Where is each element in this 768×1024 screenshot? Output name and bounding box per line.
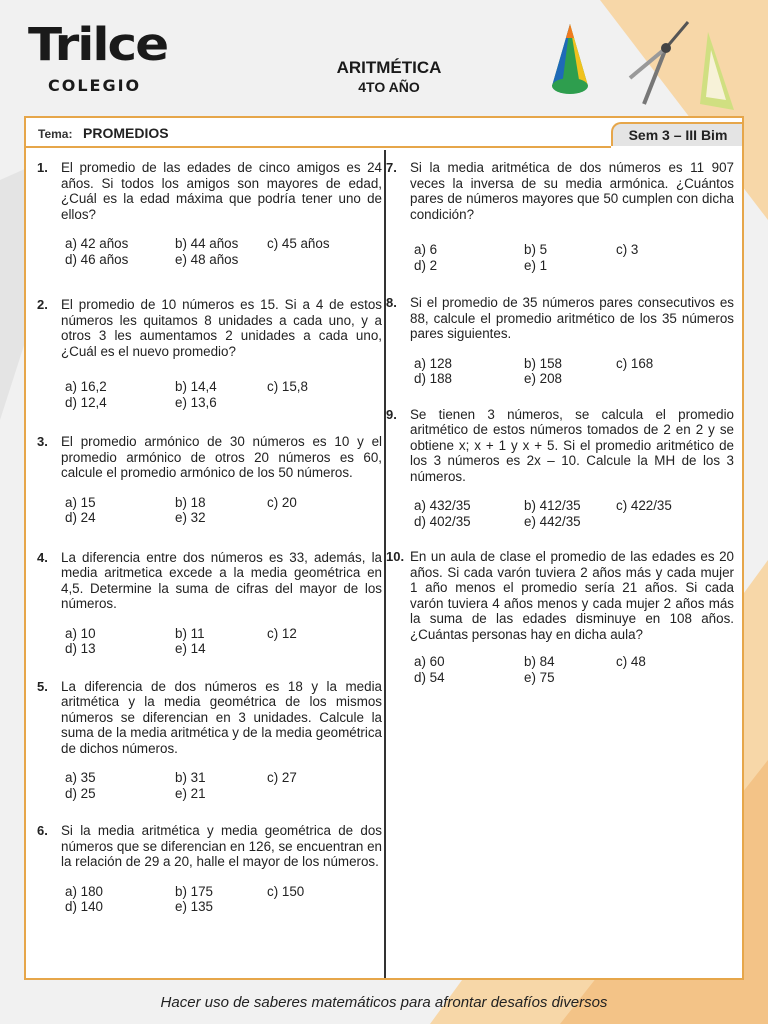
option-e: e) 14 [175, 641, 206, 656]
option-d: d) 54 [414, 669, 445, 685]
question-text: Se tienen 3 números, se calcula el promedio aritmético de estos números tomados de 2 en 2 y se obtiene x; x + 1 y x + 5. Si el promedio aritmético de los 3 números es 2x – 10. Calcule la MH de los 3 números. [410, 406, 734, 484]
option-b: b) 84 [524, 654, 555, 669]
question-text: Si la media aritmética y media geométrica de dos números que se diferencian en 126, se encuentran en la relación de 29 a 20, halle el mayor de los números. [61, 823, 382, 869]
option-d: d) 2 [414, 257, 438, 273]
option-a: a) 180 [65, 883, 103, 899]
answer-options [65, 884, 382, 915]
answer-options [65, 236, 382, 267]
option-d: d) 188 [414, 371, 452, 386]
question-1 [37, 160, 382, 267]
answer-options [65, 379, 382, 410]
option-a: a) 6 [414, 242, 438, 257]
question-5 [37, 679, 382, 802]
question-number: 4. [37, 549, 48, 565]
option-a: a) 15 [65, 494, 96, 510]
question-text: El promedio de las edades de cinco amigos es 24 años. Si todos los amigos son mayores de edad, ¿Cuál es la edad máxima que podría tener uno de ellos? [61, 160, 382, 222]
answer-options [414, 242, 734, 273]
option-c: c) 15,8 [267, 379, 308, 394]
option-e: e) 1 [524, 257, 548, 273]
option-b: b) 18 [175, 494, 206, 510]
topic-bar [26, 118, 742, 148]
option-a: a) 60 [414, 654, 445, 669]
left-column [37, 160, 382, 915]
option-e: e) 135 [175, 899, 213, 914]
logo-subtitle: COLEGIO [48, 76, 142, 95]
option-a: a) 35 [65, 770, 96, 785]
question-number: 7. [386, 160, 397, 175]
option-e: e) 21 [175, 785, 206, 801]
option-d: d) 140 [65, 899, 103, 914]
option-b: b) 14,4 [175, 379, 217, 394]
option-d: d) 12,4 [65, 394, 107, 410]
option-a: a) 10 [65, 625, 96, 641]
question-number: 10. [386, 549, 405, 564]
option-e: e) 208 [524, 371, 562, 386]
option-e: e) 13,6 [175, 394, 217, 410]
question-text: Si la media aritmética de dos números es 11 907 veces la inversa de su media armónica. ¿Cuántos pares de números mayores que 50 cumplen con dicha condición? [410, 160, 734, 222]
question-number: 1. [37, 160, 48, 175]
footer-motto: Hacer uso de saberes matemáticos para afrontar desafíos diversos [160, 994, 608, 1011]
question-8 [386, 295, 734, 387]
session-label: Sem 3 – III Bim [628, 127, 728, 143]
option-d: d) 13 [65, 641, 96, 656]
option-b: b) 158 [524, 355, 562, 371]
geometry-tools-illustration [548, 14, 758, 116]
option-e: e) 32 [175, 510, 206, 525]
option-c: c) 3 [616, 242, 639, 257]
question-number: 8. [386, 295, 397, 310]
question-2 [37, 297, 382, 410]
worksheet-frame [24, 116, 744, 980]
option-e: e) 442/35 [524, 513, 581, 529]
option-c: c) 150 [267, 883, 305, 899]
option-d: d) 24 [65, 510, 96, 525]
answer-options [65, 495, 382, 526]
topic-label: Tema: [38, 127, 73, 141]
option-c: c) 422/35 [616, 498, 672, 513]
option-e: e) 75 [524, 669, 555, 685]
option-c: c) 20 [267, 494, 297, 510]
option-a: a) 432/35 [414, 498, 471, 513]
option-c: c) 168 [616, 355, 654, 371]
topic-value: PROMEDIOS [83, 125, 169, 141]
option-b: b) 11 [175, 625, 205, 641]
answer-options [414, 356, 734, 387]
option-b: b) 5 [524, 242, 548, 257]
question-6 [37, 823, 382, 915]
option-a: a) 42 años [65, 236, 129, 251]
option-b: b) 175 [175, 883, 213, 899]
right-column [386, 160, 734, 685]
option-c: c) 48 [616, 654, 646, 669]
cone-icon [552, 24, 588, 94]
option-b: b) 44 años [175, 236, 239, 251]
question-text: La diferencia de dos números es 18 y la media aritmética y la media geométrica de los mismos números se diferencian en 3 unidades. Calcule la suma de la media aritmética y de la media geométrica de dichos números. [61, 678, 382, 756]
school-logo [28, 18, 228, 98]
option-a: a) 128 [414, 355, 452, 371]
question-text: El promedio armónico de 30 números es 10 y el promedio armónico de otros 20 números es 60, calcule el promedio armónico de los 50 números. [61, 434, 382, 480]
question-10 [386, 549, 734, 685]
set-square-icon [700, 32, 734, 110]
question-number: 6. [37, 823, 48, 838]
answer-options [65, 770, 382, 801]
answer-options [414, 654, 734, 685]
option-d: d) 402/35 [414, 513, 471, 529]
logo-wordmark: Trilce [28, 18, 168, 71]
option-d: d) 25 [65, 785, 96, 801]
question-3 [37, 434, 382, 526]
question-4 [37, 550, 382, 657]
compass-icon [630, 22, 688, 104]
question-text: En un aula de clase el promedio de las edades es 20 años. Si cada varón tuviera 2 años más y cada mujer 1 año menos el promedio sería 21 años. Si cada varón tuviera 4 años menos y cada mujer 2 años más la suma de las edades disminuye en 108 años. ¿Cuántas personas hay en dicha aula? [410, 549, 734, 642]
option-c: c) 27 [267, 770, 297, 785]
option-e: e) 48 años [175, 251, 239, 267]
question-text: Si el promedio de 35 números pares consecutivos es 88, calcule el promedio aritmético de los 35 números pares siguientes. [410, 295, 734, 341]
option-c: c) 12 [267, 625, 297, 641]
option-d: d) 46 años [65, 251, 129, 267]
question-number: 2. [37, 297, 48, 312]
question-number: 5. [37, 678, 48, 694]
question-9 [386, 407, 734, 530]
answer-options [414, 498, 734, 529]
page-title-block [290, 58, 488, 95]
grade-title: 4TO AÑO [358, 79, 420, 95]
question-number: 9. [386, 406, 397, 422]
question-text: La diferencia entre dos números es 33, además, la media aritmetica excede a la media geométrica en 4,5. Determine la suma de cifras del mayor de los números. [61, 549, 382, 611]
option-a: a) 16,2 [65, 379, 107, 394]
question-number: 3. [37, 434, 48, 449]
question-text: El promedio de 10 números es 15. Si a 4 de estos números les quitamos 8 unidades a cada uno, y a otros 3 les aumentamos 2 unidades a cada uno, ¿Cuál es el nuevo promedio? [61, 297, 382, 359]
option-b: b) 412/35 [524, 498, 581, 513]
course-title: ARITMÉTICA [336, 58, 442, 77]
answer-options [65, 626, 382, 657]
option-b: b) 31 [175, 770, 206, 785]
question-7 [386, 160, 734, 273]
option-c: c) 45 años [267, 236, 330, 251]
